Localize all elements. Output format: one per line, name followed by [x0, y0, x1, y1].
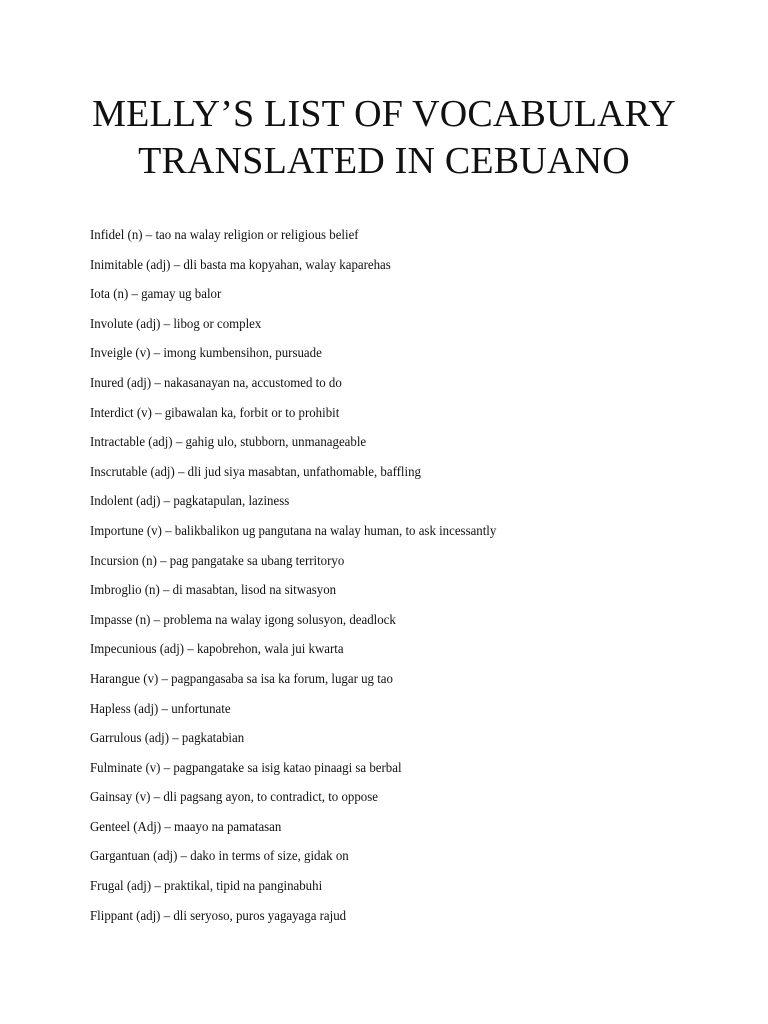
vocabulary-entry: Inscrutable (adj) – dli jud siya masabtan, unfathomable, baffling — [90, 464, 421, 480]
vocabulary-entry: Inimitable (adj) – dli basta ma kopyahan, walay kaparehas — [90, 257, 391, 273]
vocabulary-entry: Importune (v) – balikbalikon ug pangutana na walay human, to ask incessantly — [90, 523, 497, 539]
vocabulary-entry: Gainsay (v) – dli pagsang ayon, to contradict, to oppose — [90, 790, 378, 806]
vocabulary-entry: Infidel (n) – tao na walay religion or religious belief — [90, 228, 359, 243]
vocabulary-entry: Iota (n) – gamay ug balor — [90, 287, 222, 303]
vocabulary-entry: Impecunious (adj) – kapobrehon, wala jui kwarta — [90, 642, 344, 658]
title-line-2: TRANSLATED IN CEBUANO — [138, 140, 630, 182]
vocabulary-entry: Involute (adj) – libog or complex — [90, 316, 262, 332]
vocabulary-entry: Impasse (n) – problema na walay igong solusyon, deadlock — [90, 612, 396, 628]
vocabulary-entry: Interdict (v) – gibawalan ka, forbit or to prohibit — [90, 405, 340, 421]
vocabulary-entry: Frugal (adj) – praktikal, tipid na panginabuhi — [90, 879, 323, 895]
vocabulary-entry: Hapless (adj) – unfortunate — [90, 701, 231, 717]
vocabulary-entry: Intractable (adj) – gahig ulo, stubborn, unmanageable — [90, 435, 367, 451]
vocabulary-entry: Inured (adj) – nakasanayan na, accustomed to do — [90, 375, 342, 391]
vocabulary-entry: Incursion (n) – pag pangatake sa ubang territoryo — [90, 553, 345, 569]
vocabulary-entry: Inveigle (v) – imong kumbensihon, pursuade — [90, 346, 322, 362]
vocabulary-entry: Genteel (Adj) – maayo na pamatasan — [90, 819, 282, 835]
page-title — [0, 91, 768, 185]
title-line-1: MELLY’S LIST OF VOCABULARY — [92, 93, 676, 135]
vocabulary-entry: Harangue (v) – pagpangasaba sa isa ka forum, lugar ug tao — [90, 671, 393, 687]
vocabulary-entry: Imbroglio (n) – di masabtan, lisod na sitwasyon — [90, 583, 337, 599]
vocabulary-entry: Indolent (adj) – pagkatapulan, laziness — [90, 494, 290, 510]
vocabulary-entry: Flippant (adj) – dli seryoso, puros yagayaga rajud — [90, 908, 347, 924]
vocabulary-entry: Garrulous (adj) – pagkatabian — [90, 731, 245, 747]
vocabulary-entry: Fulminate (v) – pagpangatake sa isig katao pinaagi sa berbal — [90, 760, 402, 776]
vocabulary-entry: Gargantuan (adj) – dako in terms of size, gidak on — [90, 849, 349, 865]
vocabulary-list — [90, 221, 728, 931]
